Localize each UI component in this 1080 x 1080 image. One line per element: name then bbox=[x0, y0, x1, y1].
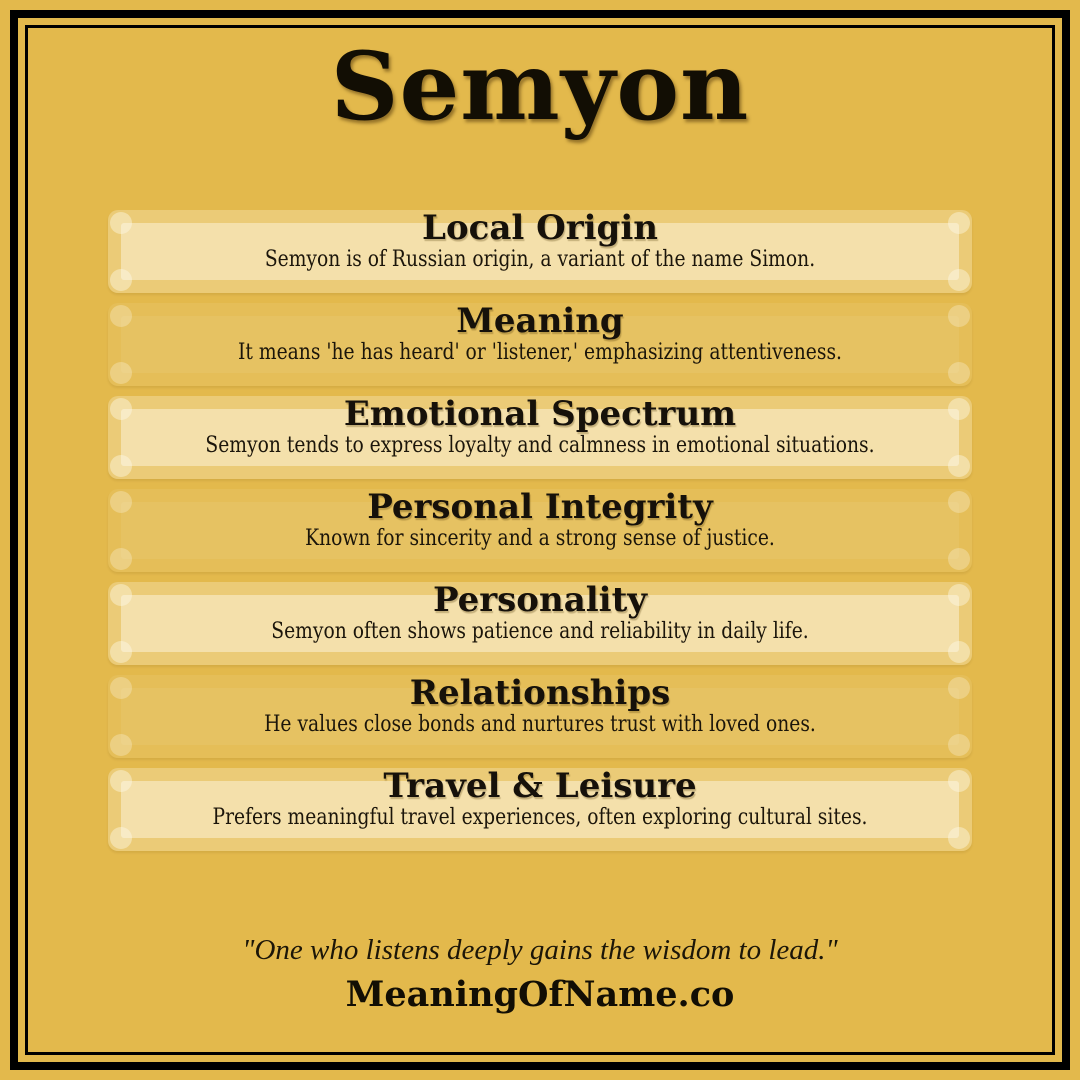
corner-pin-icon bbox=[948, 455, 970, 477]
section-content bbox=[108, 210, 972, 271]
section-panel-local-origin bbox=[108, 210, 972, 293]
section-heading: Meaning bbox=[456, 301, 624, 341]
section-body: Known for sincerity and a strong sense of justice. bbox=[305, 525, 775, 551]
corner-pin-icon bbox=[948, 827, 970, 849]
section-panel-personality bbox=[108, 582, 972, 665]
section-content bbox=[108, 396, 972, 457]
section-body: Prefers meaningful travel experiences, often exploring cultural sites. bbox=[212, 804, 868, 830]
section-heading: Relationships bbox=[409, 673, 671, 713]
section-body: It means 'he has heard' or 'listener,' emphasizing attentiveness. bbox=[237, 339, 843, 365]
section-heading: Personality bbox=[432, 580, 648, 620]
section-panel-emotional-spectrum bbox=[108, 396, 972, 479]
corner-pin-icon bbox=[948, 641, 970, 663]
section-content bbox=[108, 675, 972, 736]
corner-pin-icon bbox=[110, 362, 132, 384]
footer-quote: "One who listens deeply gains the wisdom to lead." bbox=[242, 934, 838, 966]
corner-pin-icon bbox=[110, 269, 132, 291]
corner-pin-icon bbox=[110, 734, 132, 756]
section-content bbox=[108, 768, 972, 829]
brand-name: MeaningOfName.co bbox=[345, 974, 735, 1015]
sections-list bbox=[108, 210, 972, 861]
section-content bbox=[108, 303, 972, 364]
corner-pin-icon bbox=[110, 641, 132, 663]
section-heading: Local Origin bbox=[422, 208, 658, 248]
corner-pin-icon bbox=[948, 548, 970, 570]
section-panel-relationships bbox=[108, 675, 972, 758]
section-heading: Emotional Spectrum bbox=[343, 394, 737, 434]
section-content bbox=[108, 582, 972, 643]
corner-pin-icon bbox=[948, 269, 970, 291]
section-panel-personal-integrity bbox=[108, 489, 972, 572]
section-body: Semyon is of Russian origin, a variant of the name Simon. bbox=[264, 246, 816, 272]
corner-pin-icon bbox=[948, 734, 970, 756]
section-panel-travel-leisure bbox=[108, 768, 972, 851]
section-body: He values close bonds and nurtures trust with loved ones. bbox=[264, 711, 816, 737]
corner-pin-icon bbox=[110, 548, 132, 570]
corner-pin-icon bbox=[110, 827, 132, 849]
section-body: Semyon often shows patience and reliability in daily life. bbox=[271, 618, 809, 644]
section-panel-meaning bbox=[108, 303, 972, 386]
corner-pin-icon bbox=[110, 455, 132, 477]
section-heading: Personal Integrity bbox=[367, 487, 713, 527]
corner-pin-icon bbox=[948, 362, 970, 384]
section-heading: Travel & Leisure bbox=[383, 766, 697, 806]
section-body: Semyon tends to express loyalty and calmness in emotional situations. bbox=[205, 432, 875, 458]
page-title: Semyon bbox=[330, 32, 750, 142]
section-content bbox=[108, 489, 972, 550]
